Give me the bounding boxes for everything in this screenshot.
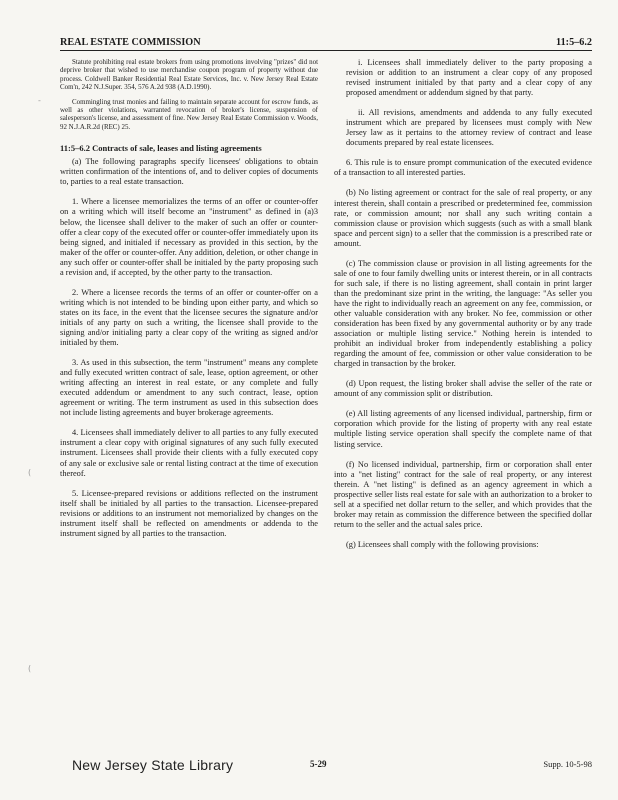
paragraph: 6. This rule is to ensure prompt communication of the executed evidence of a transaction to all interested parties. <box>334 158 592 178</box>
right-column <box>334 58 592 550</box>
left-column <box>60 58 318 539</box>
paragraph: 4. Licensees shall immediately deliver to all parties to any fully executed instrument a clear copy with original signatures of any such fully executed instrument. Licensees shall provide their clients with a fully executed copy of any sale or exclusive sale or rental listing contract at the time of execution thereof. <box>60 428 318 478</box>
section-heading: 11:5–6.2 Contracts of sale, leases and listing agreements <box>60 143 262 154</box>
paragraph: (d) Upon request, the listing broker shall advise the seller of the rate or amount of any commission split or distribution. <box>334 379 592 399</box>
margin-mark: ( <box>28 664 32 673</box>
margin-mark: ( <box>28 468 32 477</box>
page-footer <box>60 757 592 773</box>
header-section-number: 11:5–6.2 <box>556 37 592 48</box>
running-header <box>60 36 592 51</box>
case-annotation: Statute prohibiting real estate brokers from using promotions involving "prizes" did not deprive broker that wished to use merchandise coupon program of property without due process. Coldwell Banker Residential Real Estate Services, Inc. v. New Jersey Real Estate Com'n, 242 N.J.Super. 354, 576 A.2d 938 (A.D.1990). <box>60 58 318 92</box>
paragraph: 5. Licensee-prepared revisions or additions reflected on the instrument itself shall be initialed by all parties to the transaction. Licensee-prepared revisions or additions to an instrument not memorialized by changes on the instrument itself shall be reflected on amendments or addenda to the instrument signed by all parties to the transaction. <box>60 488 318 538</box>
paragraph: 3. As used in this subsection, the term "instrument" means any complete and fully executed written contract of sale, lease, option agreement, or other writing affecting an interest in real estate, or any complete and fully executed addendum or amendment to any such contract, lease, option agreement or writing. The term instrument as used in this subsection does not include listing agreements and buyer brokerage agreements. <box>60 358 318 418</box>
paragraph: (a) The following paragraphs specify licensees' obligations to obtain written confirmation of the intentions of, and to deliver copies of documents to, parties to a real estate transaction. <box>60 157 318 187</box>
paragraph: (c) The commission clause or provision in all listing agreements for the sale of one to four family dwelling units or interest therein, or in all contracts for such sale, if there is no listing agreement, shall contain in print larger than the predominant size print in the writing, the language: "As seller you have the right to individually reach an agreement on any fee, commission, or other valuable consideration with any broker. No fee, commission or other consideration has been fixed by any governmental authority or by any trade association or multiple listing service." Nothing herein is intended to prohibit an individual broker from independently establishing a policy regarding the amount of fee, commission or other value consideration to be charged in transaction by the broker. <box>334 258 592 369</box>
paragraph: i. Licensees shall immediately deliver to the party proposing a revision or addition to an instrument a clear copy of any proposed revised instrument initialed by that party and a clear copy of any proposed amendment or addendum signed by that party. <box>346 58 592 98</box>
paragraph: (f) No licensed individual, partnership, firm or corporation shall enter into a "net listing" contract for the sale of real property, or any interest therein. A "net listing" is defined as an agency agreement in which a prospective seller lists real estate for sale with an authorization to a broker to sell at a specified net dollar return to the seller, and which provides that the broker may retain as commission the difference between the specified dollar return to the seller and the actual sales price. <box>334 459 592 529</box>
paragraph: 2. Where a licensee records the terms of an offer or counter-offer on a writing which is not intended to be binding upon either party, and which so states on its face, in the event that the licensee secures the signature and/or initials of any party on such a writing, the licensee shall provide to the signing and/or initialing party a clear copy of the writing as signed and/or initialed by them. <box>60 287 318 348</box>
page-number: 5-29 <box>310 759 327 769</box>
supplement-date: Supp. 10-5-98 <box>543 759 592 769</box>
margin-mark: - <box>38 96 41 105</box>
paragraph: (g) Licensees shall comply with the following provisions: <box>346 539 539 549</box>
paragraph: 1. Where a licensee memorializes the terms of an offer or counter-offer on a writing which will itself become an "instrument" as defined in (a)3 below, the licensee shall deliver to the maker of such an offer or counter-offer a clear copy of the executed offer or counter-offer immediately upon its being signed, and initialed if necessary as provided in this section, by the maker of the offer or counter-offer. Any addition, deletion, or other change in any such offer or counter-offer shall be initialed by the party proposing such a revision and, if accepted, by the other party to the transaction. <box>60 197 318 277</box>
paragraph: (b) No listing agreement or contract for the sale of real property, or any interest therein, shall contain a prescribed or predetermined fee, commission rate, or commission amount; nor shall any such writing contain a commission clause or provision which suggests (such as with a small blank space and percent sign) to a seller that the commission is a prescribed rate or amount. <box>334 188 592 248</box>
header-title: REAL ESTATE COMMISSION <box>60 37 201 48</box>
library-stamp: New Jersey State Library <box>72 757 234 773</box>
paragraph: (e) All listing agreements of any licensed individual, partnership, firm or corporation which provide for the listing of property with any real estate multiple listing service operation shall specify the complete name of that listing service. <box>334 409 592 449</box>
paragraph: ii. All revisions, amendments and addenda to any fully executed instrument which are prepared by licensees must comply with New Jersey law as it pertains to the attorney review of contract and lease documents prepared by real estate licensees. <box>346 108 592 148</box>
case-annotation: Commingling trust monies and failing to maintain separate account for escrow funds, as well as other violations, warranted revocation of broker's license, suspension of salesperson's license, and assessment of fine. New Jersey Real Estate Commission v. Woods, 92 N.J.A.R.2d (REC) 25. <box>60 97 318 131</box>
